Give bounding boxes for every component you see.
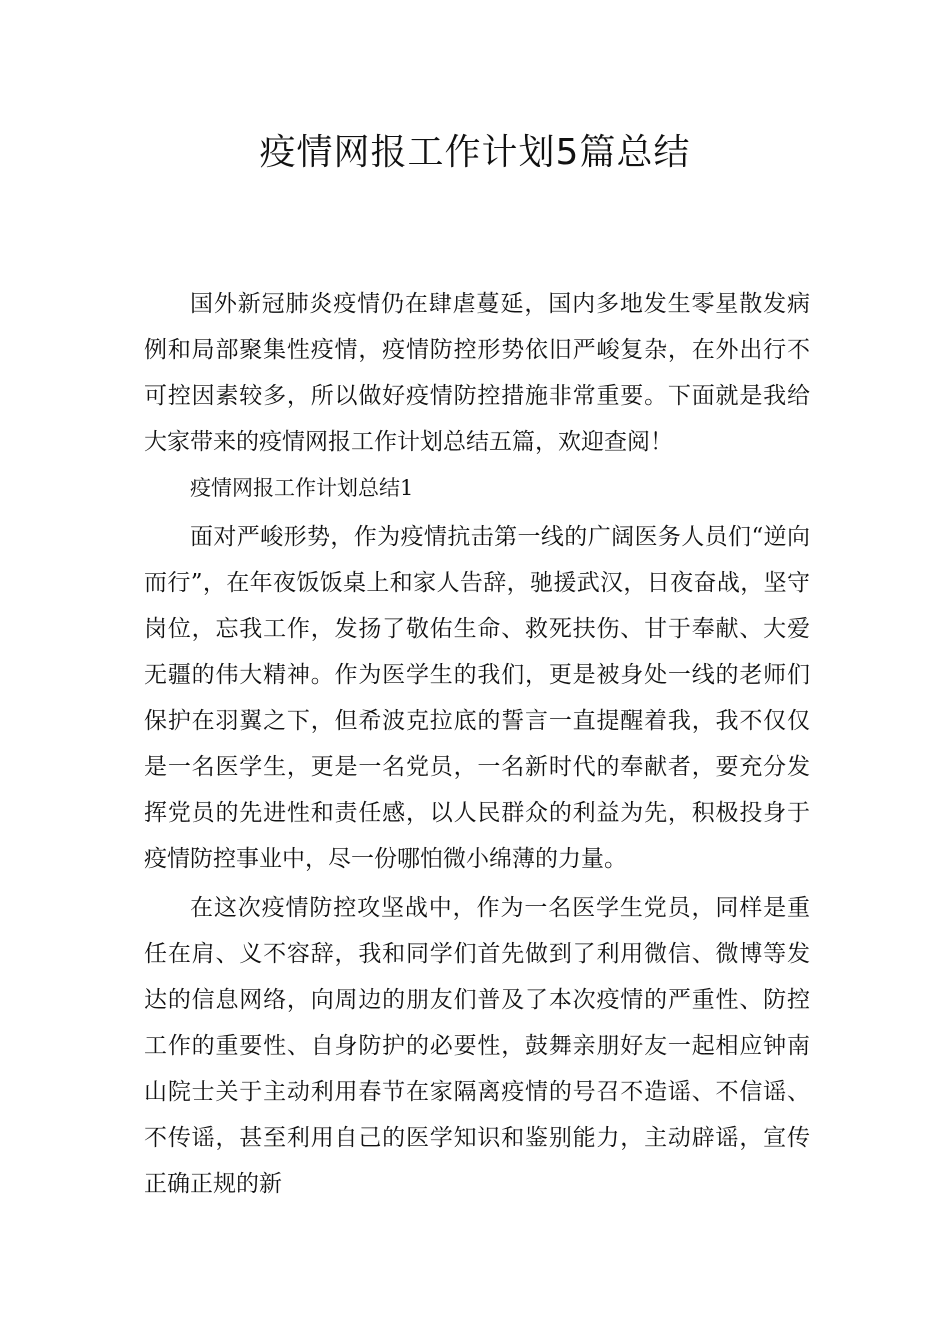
document-body xyxy=(144,281,810,1207)
body-paragraph: 在这次疫情防控攻坚战中，作为一名医学生党员，同样是重任在肩、义不容辞，我和同学们首先做到了利用微信、微博等发达的信息网络，向周边的朋友们普及了本次疫情的严重性、防控工作的重要性、自身防护的必要性，鼓舞亲朋好友一起相应钟南山院士关于主动利用春节在家隔离疫情的号召不造谣、不信谣、不传谣，甚至利用自己的医学知识和鉴别能力，主动辟谣，宣传正确正规的新 xyxy=(144,895,810,1197)
body-paragraph: 面对严峻形势，作为疫情抗击第一线的广阔医务人员们“逆向而行”，在年夜饭饭桌上和家人告辞，驰援武汉，日夜奋战，坚守岗位，忘我工作，发扬了敬佑生命、救死扶伤、甘于奉献、大爱无疆的伟大精神。作为医学生的我们，更是被身处一线的老师们保护在羽翼之下，但希波克拉底的誓言一直提醒着我，我不仅仅是一名医学生，更是一名党员，一名新时代的奉献者，要充分发挥党员的先进性和责任感，以人民群众的利益为先，积极投身于疫情防控事业中，尽一份哪怕微小绵薄的力量。 xyxy=(144,524,810,872)
document-title: 疫情网报工作计划5篇总结 xyxy=(259,132,691,173)
section-heading-1: 疫情网报工作计划总结1 xyxy=(190,476,414,500)
intro-paragraph: 国外新冠肺炎疫情仍在肆虐蔓延，国内多地发生零星散发病例和局部聚集性疫情，疫情防控形势依旧严峻复杂，在外出行不可控因素较多，所以做好疫情防控措施非常重要。下面就是我给大家带来的疫情网报工作计划总结五篇，欢迎查阅！ xyxy=(144,291,810,455)
